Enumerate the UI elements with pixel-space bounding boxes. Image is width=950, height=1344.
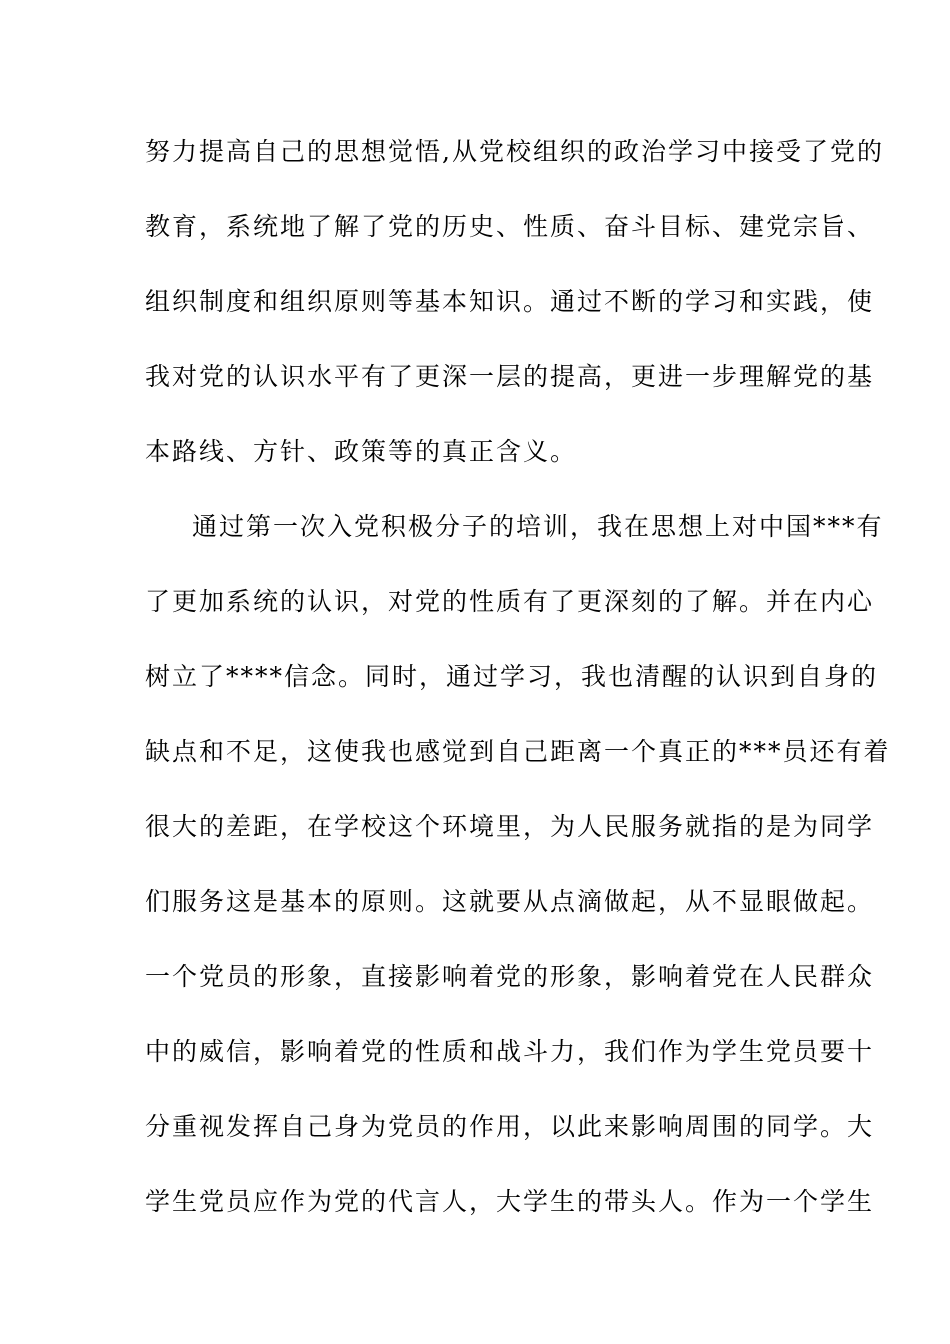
text-line: 了更加系统的认识，对党的性质有了更深刻的了解。并在内心 bbox=[145, 587, 875, 616]
text-line: 树立了****信念。同时，通过学习，我也清醒的认识到自身的 bbox=[145, 662, 879, 691]
text-line: 一个党员的形象，直接影响着党的形象，影响着党在人民群众 bbox=[145, 962, 875, 991]
text-line: 分重视发挥自己身为党员的作用，以此来影响周围的同学。大 bbox=[145, 1112, 875, 1141]
text-line: 本路线、方针、政策等的真正含义。 bbox=[145, 437, 578, 466]
text-line: 们服务这是基本的原则。这就要从点滴做起，从不显眼做起。 bbox=[145, 887, 875, 916]
text-line: 中的威信，影响着党的性质和战斗力，我们作为学生党员要十 bbox=[145, 1037, 875, 1066]
text-line: 我对党的认识水平有了更深一层的提高，更进一步理解党的基 bbox=[145, 362, 875, 391]
text-line: 缺点和不足，这使我也感觉到自己距离一个真正的***员还有着 bbox=[145, 737, 891, 766]
text-line: 教育，系统地了解了党的历史、性质、奋斗目标、建党宗旨、 bbox=[145, 212, 875, 241]
text-line: 很大的差距，在学校这个环境里，为人民服务就指的是为同学 bbox=[145, 812, 875, 841]
text-line: 组织制度和组织原则等基本知识。通过不断的学习和实践，使 bbox=[145, 287, 875, 316]
text-line: 努力提高自己的思想觉悟,从党校组织的政治学习中接受了党的 bbox=[145, 137, 884, 166]
paragraph-start-line: 通过第一次入党积极分子的培训，我在思想上对中国***有 bbox=[192, 512, 884, 541]
text-line: 学生党员应作为党的代言人，大学生的带头人。作为一个学生 bbox=[145, 1187, 875, 1216]
